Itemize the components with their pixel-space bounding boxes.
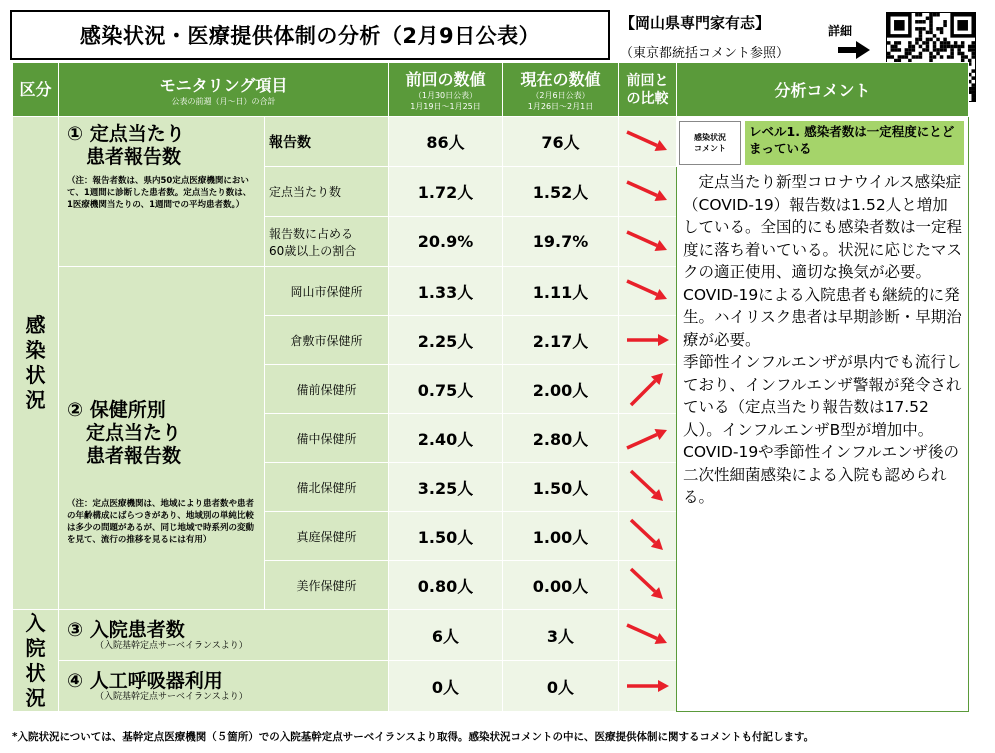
item-4-title: ④ 人工呼吸器利用: [67, 669, 223, 692]
section-label-hospital: 入 院 状 況: [13, 610, 59, 712]
prev-value: 86人: [389, 117, 503, 167]
health-center-label: 倉敷市保健所: [265, 316, 389, 365]
compare-cell: [619, 117, 677, 167]
compare-cell: [619, 561, 677, 610]
header-compare: 前回との比較: [619, 63, 677, 117]
compare-cell: [619, 217, 677, 267]
health-center-label: 岡山市保健所: [265, 267, 389, 316]
prev-value: 1.50人: [389, 512, 503, 561]
detail-label: 詳細: [828, 24, 853, 38]
header-monitoring-label: モニタリング項目: [159, 75, 288, 95]
compare-cell: [619, 414, 677, 463]
trend-arrow-icon: [621, 465, 675, 509]
header-monitoring: [59, 63, 389, 117]
compare-cell: [619, 512, 677, 561]
trend-arrow-icon: [621, 514, 675, 558]
analysis-comment: [677, 117, 969, 712]
prev-value: 0.80人: [389, 561, 503, 610]
health-center-label: 備中保健所: [265, 414, 389, 463]
source-label: 【岡山県専門家有志】: [620, 14, 771, 32]
health-center-label: 美作保健所: [265, 561, 389, 610]
prev-value: 20.9%: [389, 217, 503, 267]
header-prev: [389, 63, 503, 117]
header-kubun: 区分: [13, 63, 59, 117]
curr-value: 0.00人: [503, 561, 619, 610]
curr-value: 0人: [503, 661, 619, 712]
trend-arrow-icon: [621, 563, 675, 607]
trend-arrow-icon: [621, 613, 675, 657]
source-reference: （東京都統括コメント参照）: [620, 46, 790, 61]
compare-cell: [619, 365, 677, 414]
curr-value: 1.52人: [503, 167, 619, 217]
trend-arrow-icon: [621, 367, 675, 411]
item-4: [59, 661, 389, 712]
row-label: 報告数に占める 60歳以上の割合: [265, 217, 389, 267]
health-center-label: 備前保健所: [265, 365, 389, 414]
item-1-note: （注：報告者数は、県内50定点医療機関において、1週間に診断した患者数。定点当たり数は、1医療機関当たりの、1週間での平均患者数。）: [67, 176, 252, 210]
prev-value: 0.75人: [389, 365, 503, 414]
row-label: 報告数: [265, 117, 389, 167]
item-3-note: （入院基幹定点サーベイランスより）: [95, 640, 248, 651]
curr-value: 2.17人: [503, 316, 619, 365]
header-curr-sub1: （2月6日公表）: [531, 91, 590, 100]
item-2: [59, 267, 265, 610]
item-2-title: ② 保健所別 定点当たり 患者報告数: [67, 398, 182, 467]
trend-arrow-icon: [621, 170, 675, 214]
trend-arrow-icon: [621, 120, 675, 164]
health-center-label: 備北保健所: [265, 463, 389, 512]
compare-cell: [619, 167, 677, 217]
curr-value: 1.00人: [503, 512, 619, 561]
health-center-label: 真庭保健所: [265, 512, 389, 561]
level-label: レベル1. 感染者数は一定程度にとどまっている: [745, 121, 964, 165]
header-analysis: 分析コメント: [677, 63, 969, 117]
header-curr-label: 現在の数値: [520, 70, 601, 89]
header-curr-sub2: 1月26日～2月1日: [527, 102, 594, 111]
row-label: 定点当たり数: [265, 167, 389, 217]
curr-value: 2.80人: [503, 414, 619, 463]
page-title: 感染状況・医療提供体制の分析（2月9日公表）: [10, 10, 610, 60]
curr-value: 76人: [503, 117, 619, 167]
curr-value: 1.50人: [503, 463, 619, 512]
section-label-infection: 感 染 状 況: [13, 117, 59, 610]
header-monitoring-sub: 公表の前週（月～日）の合計: [171, 96, 276, 106]
trend-arrow-icon: [621, 664, 675, 708]
header-curr: [503, 63, 619, 117]
header-prev-label: 前回の数値: [405, 70, 486, 89]
compare-cell: [619, 463, 677, 512]
trend-arrow-icon: [621, 269, 675, 313]
header-prev-sub2: 1月19日～1月25日: [410, 102, 481, 111]
comment-badge: 感染状況 コメント: [679, 121, 741, 165]
trend-arrow-icon: [621, 318, 675, 362]
trend-arrow-icon: [621, 220, 675, 264]
trend-arrow-icon: [621, 416, 675, 460]
item-3-title: ③ 入院患者数: [67, 618, 185, 641]
curr-value: 19.7%: [503, 217, 619, 267]
item-2-note: （注：定点医療機関は、地域により患者数や患者の年齢構成にばらつきがあり、地域別の単純比較は多少の問題があるが、同じ地域で時系列の変動を見て、流行の推移を見るには有用）: [67, 498, 255, 545]
curr-value: 3人: [503, 610, 619, 661]
compare-cell: [619, 661, 677, 712]
compare-cell: [619, 316, 677, 365]
prev-value: 1.33人: [389, 267, 503, 316]
prev-value: 6人: [389, 610, 503, 661]
compare-cell: [619, 267, 677, 316]
prev-value: 0人: [389, 661, 503, 712]
curr-value: 2.00人: [503, 365, 619, 414]
arrow-right-icon: [836, 40, 872, 60]
item-4-note: （入院基幹定点サーベイランスより）: [95, 691, 248, 702]
footnote: *入院状況については、基幹定点医療機関（５箇所）での入院基幹定点サーベイランスより取得。感染状況コメントの中に、医療提供体制に関するコメントも付記します。: [12, 731, 815, 743]
item-1-title: ① 定点当たり 患者報告数: [67, 123, 185, 168]
prev-value: 2.25人: [389, 316, 503, 365]
prev-value: 2.40人: [389, 414, 503, 463]
item-3: [59, 610, 389, 661]
item-1: [59, 117, 265, 267]
prev-value: 1.72人: [389, 167, 503, 217]
prev-value: 3.25人: [389, 463, 503, 512]
compare-cell: [619, 610, 677, 661]
comment-text: 定点当たり新型コロナウイルス感染症（COVID-19）報告数は1.52人と増加している。全国的にも感染者数は一定程度に落ち着いている。状況に応じたマスクの適正使用、適切な換気が必要。 COVID-19による入院患者も継続的に発生。ハイリスク患者は早期診断・早期治療が必要。 季節性インフルエンザが県内でも流行しており、インフルエンザ警報が発令されている（定点当たり報告数は17.52人）。インフルエンザB型が増加中。COVID-19や季節性インフルエンザ後の二次性細菌感染による入院も認められる。: [683, 173, 963, 506]
curr-value: 1.11人: [503, 267, 619, 316]
header-prev-sub1: （1月30日公表）: [413, 91, 478, 100]
monitoring-table: [12, 62, 969, 712]
